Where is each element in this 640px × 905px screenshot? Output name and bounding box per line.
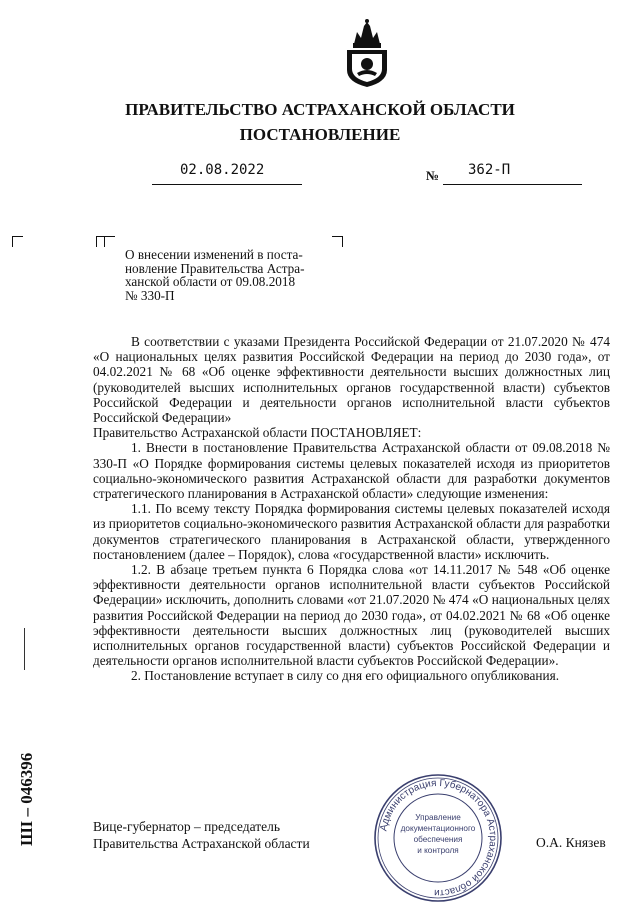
document-number: 362-П [468,162,511,178]
corner-mark-left [12,236,23,247]
serial-number [10,728,40,848]
body-paragraph: 2. Постановление вступает в силу со дня его официального опубликования. [131,668,560,684]
subject-line: № 330-П [125,287,175,303]
signatory-position-line: Правительства Астраханской области [93,836,310,851]
body-paragraph: Правительство Астраханской области ПОСТАНОВЛЯЕТ: [93,425,422,441]
stamp-center-line: и контроля [417,846,459,855]
body-paragraph: 1.1. По всему тексту Порядка формирования системы целевых показателей исходя из приоритетов социально-экономического развития Астраханской области для разработки документов стратегического планирования в Астраханской области, утвержденного постановлением (далее – Порядок), слова «государственной власти» исключить. [93,501,610,562]
organization-title: ПРАВИТЕЛЬСТВО АСТРАХАНСКОЙ ОБЛАСТИ [125,100,515,119]
stamp-center-line: обеспечения [413,835,463,844]
signatory-position [93,818,310,852]
number-underline [443,162,582,185]
document-date: 02.08.2022 [180,162,265,178]
stamp-center-line: документационного [400,824,476,833]
margin-line [24,628,25,670]
document-type-title: ПОСТАНОВЛЕНИЕ [239,125,401,144]
decree-subject [125,248,341,302]
stamp-center-line: Управление [415,813,461,822]
body-paragraph: 1.2. В абзаце третьем пункта 6 Порядка слова «от 14.11.2017 № 548 «Об оценке эффективности деятельности органов исполнительной власти субъектов Российской Федерации» исключить, дополнить словами «от 21.07.2020 № 474 «О национальных целях развития Российской Федерации на период до 2030 года», от 04.02.2021 № 68 «Об оценке эффективности деятельности высших должностных лиц (руководителей высших исполнительных органов государственной власти) субъектов Российской Федерации и деятельности органов исполнительной власти субъектов Российской Федерации». [93,562,610,669]
astrakhan-coat-of-arms-icon [344,18,390,88]
subject-line: ханской области от 09.08.2018 [125,274,296,290]
subject-line: О внесении изменений в поста- [125,247,303,262]
signatory-name: О.А. Князев [536,835,606,850]
body-paragraph: 1. Внести в постановление Правительства Астраханской области от 09.08.2018 № 330-П «О Порядке формирования системы целевых показателей исходя из приоритетов социально-экономического развития Астраханской области для разработки документов стратегического планирования в Астраханской области» следующие изменения: [93,440,610,502]
body-paragraph: В соответствии с указами Президента Российской Федерации от 21.07.2020 № 474 «О национальных целях развития Российской Федерации на период до 2030 года», от 04.02.2021 № 68 «Об оценке эффективности деятельности высших должностных лиц (руководителей высших исполнительных органов государственной власти) субъектов Российской Федерации и деятельности органов исполнительной власти субъектов Российской Федерации» [93,334,610,426]
signatory-position-line: Вице-губернатор – председатель [93,819,280,834]
serial-number-text: ШI – 046396 [17,752,36,846]
subject-line: новление Правительства Астра- [125,260,305,276]
corner-mark-subject-right [332,236,343,247]
decree-body [93,334,610,684]
stamp-ring-text: Администрация Губернатора Астраханской области [378,777,499,899]
corner-mark-subject-left-inner [104,236,115,247]
number-label: № [426,168,440,183]
official-stamp [372,772,504,904]
